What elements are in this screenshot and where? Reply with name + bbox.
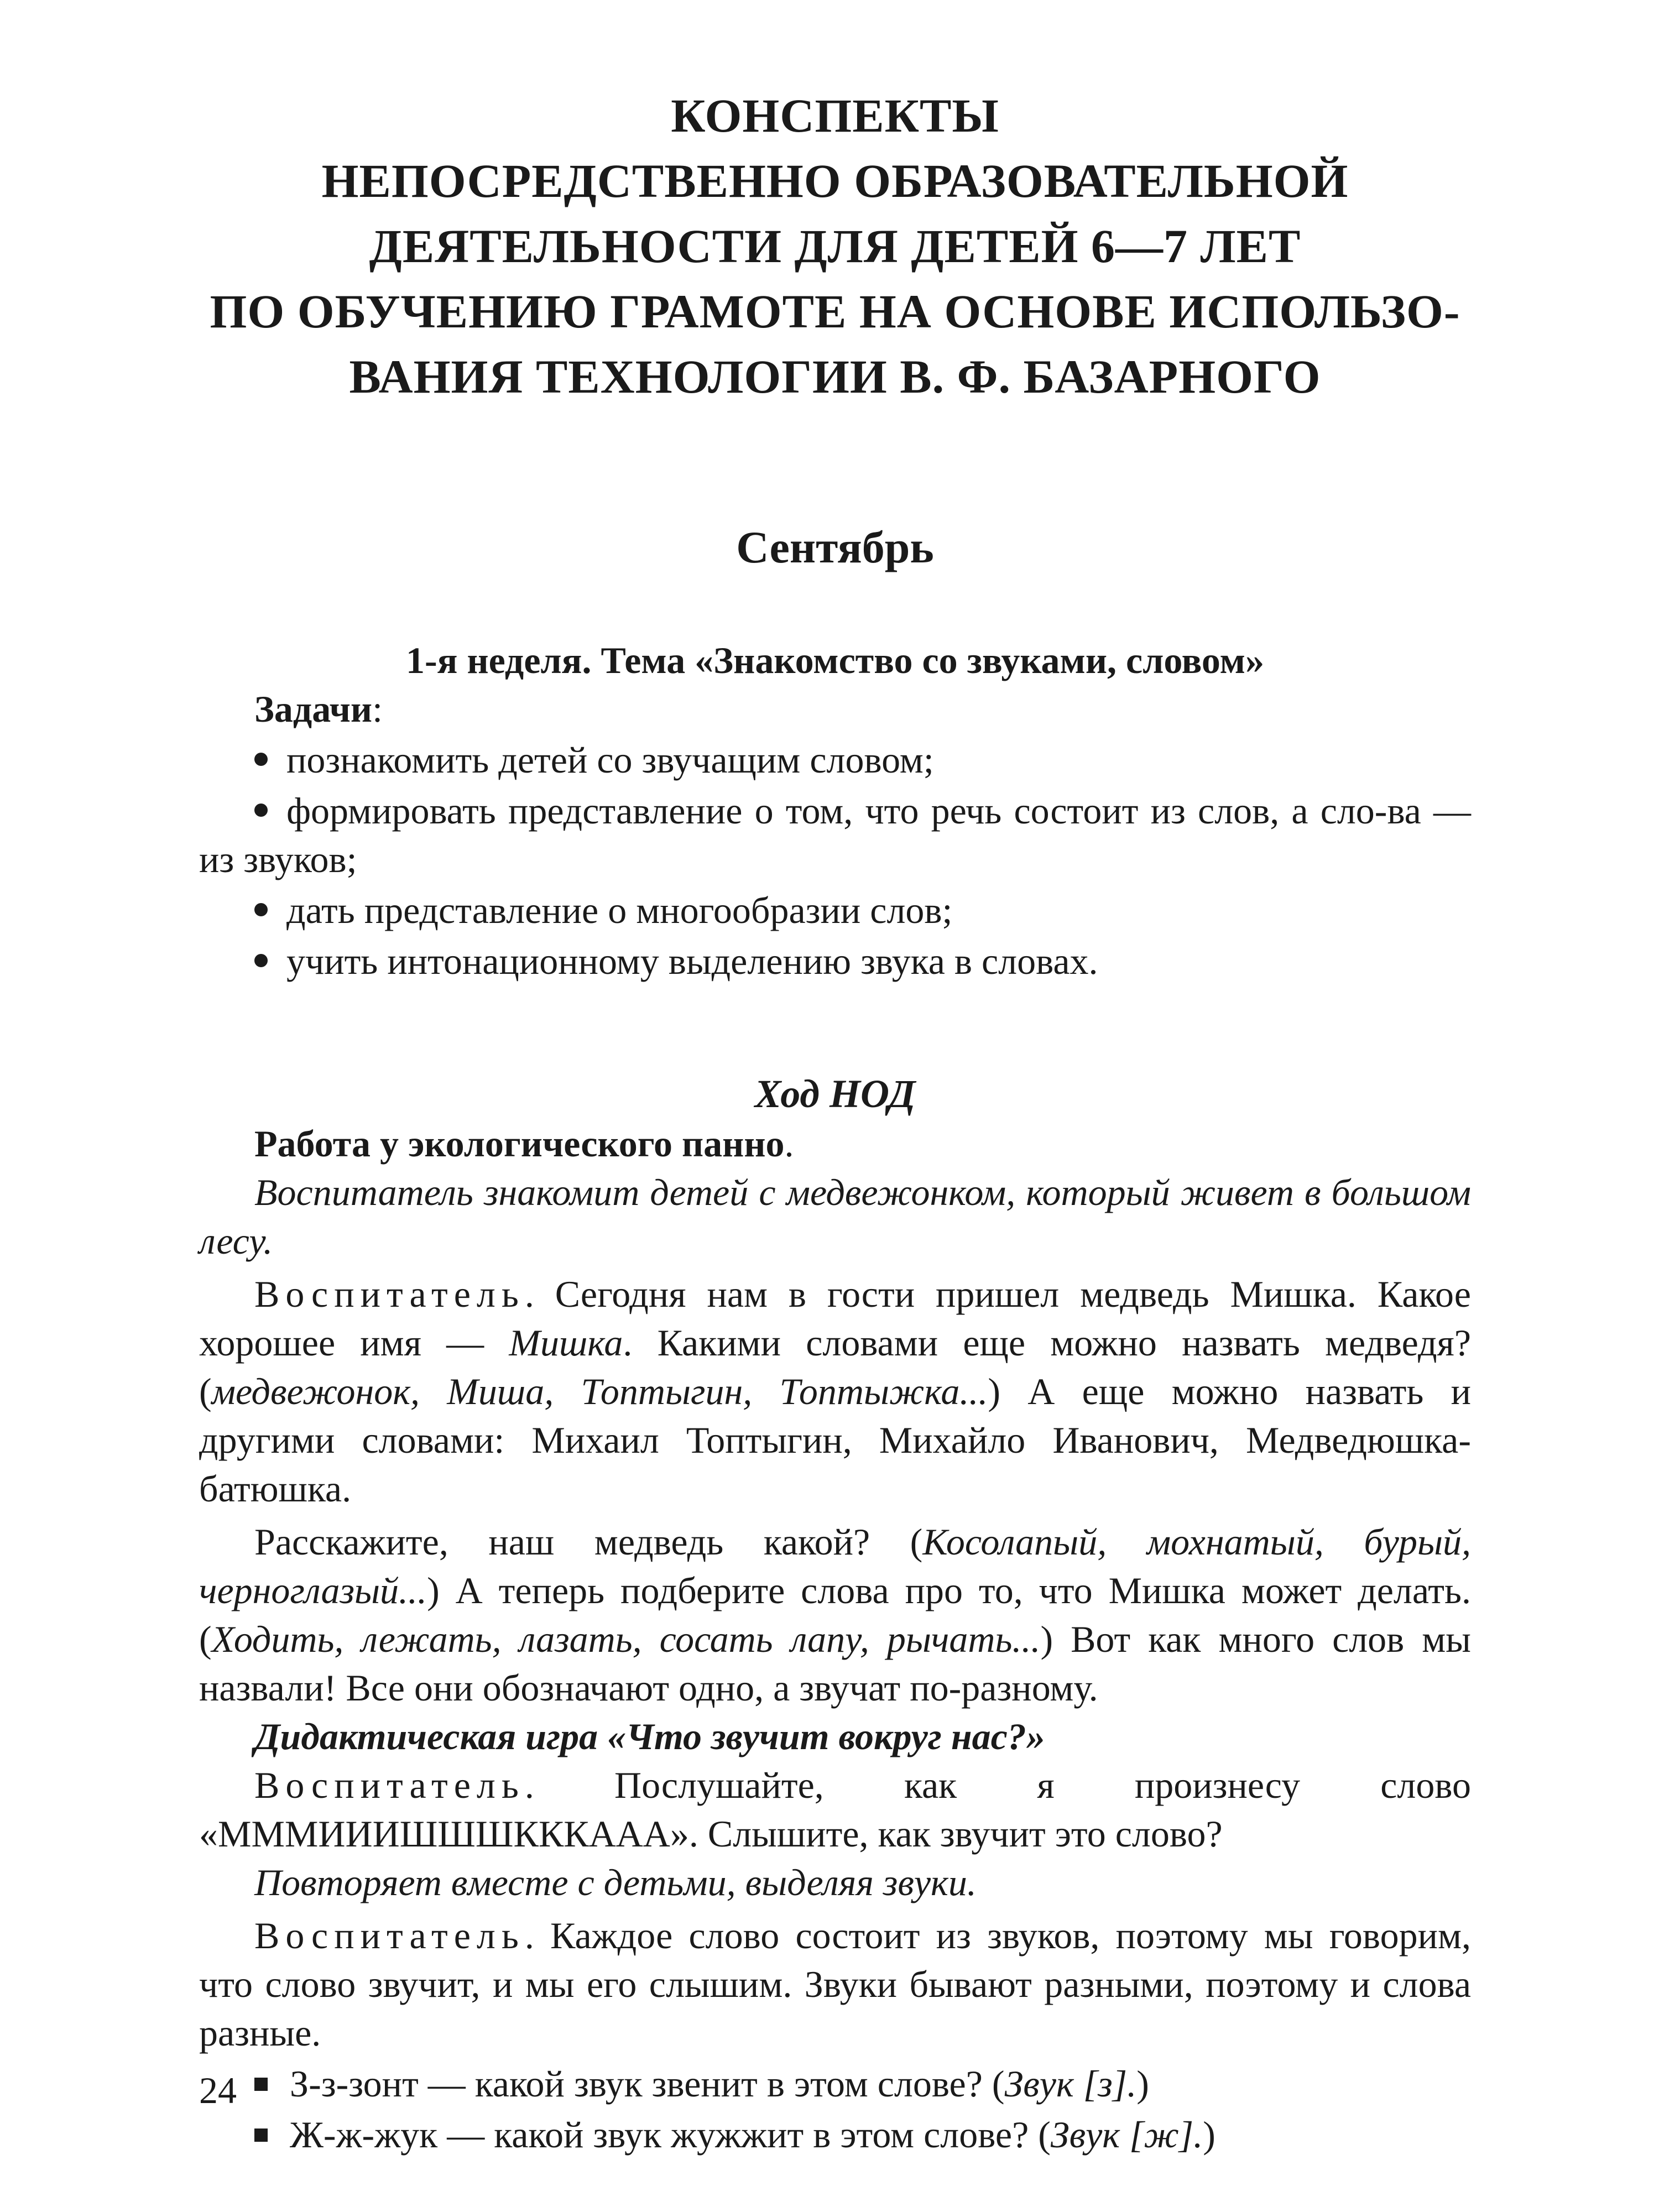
- bullet-square-icon: [254, 2128, 268, 2142]
- lesson-progress-heading: Ход НОД: [754, 1072, 916, 1116]
- task-item: [199, 886, 1471, 935]
- teacher-speech: [199, 1270, 1471, 1513]
- speaker-name: Воспитатель: [254, 1764, 525, 1806]
- example-text: Ж-ж-жук — какой звук жужжит в этом слове? (: [290, 2114, 1051, 2156]
- example-close: ): [1203, 2114, 1215, 2156]
- chapter-title-line: ПО ОБУЧЕНИЮ ГРАМОТЕ НА ОСНОВЕ ИСПОЛЬЗО-: [210, 285, 1460, 338]
- speech-italic: Мишка: [509, 1322, 623, 1364]
- bullet-dot-icon: [254, 804, 268, 817]
- tasks-label-colon: :: [372, 688, 383, 730]
- teacher-speech: [199, 1761, 1471, 1858]
- example-close: ): [1136, 2063, 1149, 2105]
- speech-text: . Какими словами еще можно назвать медведя? (: [199, 1322, 1471, 1412]
- speech-text: ) А теперь подберите слова про то, что Мишка может делать. (: [199, 1569, 1471, 1660]
- chapter-title-line: НЕПОСРЕДСТВЕННО ОБРАЗОВАТЕЛЬНОЙ: [321, 154, 1349, 207]
- bullet-square-icon: [254, 2078, 268, 2091]
- stage-direction: Повторяет вместе с детьми, выделяя звуки.: [254, 1861, 977, 1903]
- teacher-speech: [199, 1911, 1471, 2057]
- example-answer: Звук [з].: [1004, 2063, 1137, 2105]
- speech-italic: Косолапый, мохнатый, бурый, черноглазый...: [199, 1521, 1472, 1611]
- speech-italic: Ходить, лежать, лазать, сосать лапу, рычать...: [211, 1618, 1041, 1660]
- page-content: [199, 83, 1471, 2159]
- speech-text: . Послушайте, как я произнесу слово «МММИИИШШШКККААА». Слышите, как звучит это слово?: [199, 1764, 1471, 1855]
- bullet-dot-icon: [254, 753, 268, 766]
- stage-direction: Воспитатель знакомит детей с медвежонком, который живет в большом лесу.: [199, 1171, 1471, 1262]
- page-number: 24: [199, 2069, 237, 2111]
- work-heading-label: Работа у экологического панно: [254, 1123, 785, 1165]
- example-item: [199, 2110, 1471, 2159]
- chapter-title-line: ДЕЯТЕЛЬНОСТИ ДЛЯ ДЕТЕЙ 6—7 ЛЕТ: [369, 220, 1301, 273]
- task-item: [199, 937, 1471, 985]
- game-heading: Дидактическая игра «Что звучит вокруг нас?»: [254, 1715, 1045, 1757]
- chapter-title-line: КОНСПЕКТЫ: [671, 89, 999, 142]
- examples-list: [199, 2059, 1471, 2159]
- speech-text: . Сегодня нам в гости пришел медведь Мишка. Какое хорошее имя —: [199, 1273, 1471, 1364]
- tasks-label: Задачи: [254, 688, 373, 730]
- tasks-label-line: [199, 685, 1471, 733]
- speech-paragraph: [199, 1517, 1471, 1712]
- speech-italic: медвежонок, Миша, Топтыгин, Топтыжка...: [211, 1370, 988, 1412]
- month-heading: Сентябрь: [736, 522, 934, 572]
- chapter-title-line: ВАНИЯ ТЕХНОЛОГИИ В. Ф. БАЗАРНОГО: [349, 350, 1321, 403]
- bullet-dot-icon: [254, 903, 268, 916]
- task-item: [199, 735, 1471, 784]
- task-text: дать представление о многообразии слов;: [286, 889, 953, 931]
- task-text: познакомить детей со звучащим словом;: [286, 739, 934, 781]
- speech-text: . Каждое слово состоит из звуков, поэтому мы говорим, что слово звучит, и мы его слышим. Звуки бывают разными, поэтому и слова разные.: [199, 1914, 1471, 2054]
- tasks-list: [199, 735, 1471, 985]
- work-heading: [199, 1119, 1471, 1168]
- work-heading-period: .: [784, 1123, 794, 1165]
- speaker-name: Воспитатель: [254, 1914, 525, 1957]
- example-item: [199, 2059, 1471, 2108]
- example-answer: Звук [ж].: [1050, 2114, 1203, 2156]
- speech-text: Расскажите, наш медведь какой? (: [254, 1521, 923, 1563]
- speech-text: ) Вот как много слов мы назвали! Все они обозначают одно, а звучат по-разному.: [199, 1618, 1471, 1709]
- bullet-dot-icon: [254, 954, 268, 967]
- task-item: [199, 786, 1471, 884]
- example-text: З-з-зонт — какой звук звенит в этом слове? (: [290, 2063, 1005, 2105]
- task-text: формировать представление о том, что речь состоит из слов, а сло-ва — из звуков;: [199, 790, 1471, 880]
- task-text: учить интонационному выделению звука в словах.: [286, 940, 1098, 982]
- chapter-title: [199, 83, 1471, 409]
- speech-text: ) А еще можно назвать и другими словами: Михаил Топтыгин, Михайло Иванович, Медведюшка-батюшка.: [199, 1370, 1471, 1510]
- week-heading: 1-я неделя. Тема «Знакомство со звуками, словом»: [406, 639, 1264, 681]
- speaker-name: Воспитатель: [254, 1273, 525, 1315]
